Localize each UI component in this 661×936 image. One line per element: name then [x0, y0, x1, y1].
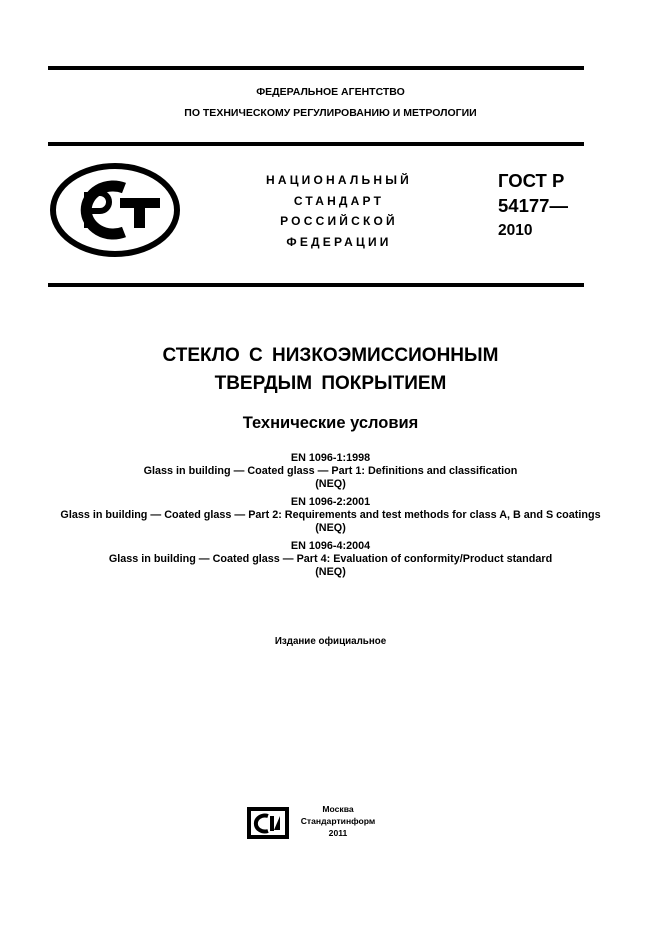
title-line-1: СТЕКЛО С НИЗКОЭМИССИОННЫМ: [162, 345, 499, 366]
gost-r-mark-logo: [50, 162, 180, 263]
national-standard-label: [244, 170, 434, 252]
reference-text: Glass in building — Coated glass — Part 4: Evaluation of conformity/Product standard: [108, 553, 553, 565]
reference-degree: (NEQ): [315, 478, 346, 490]
reference-item: [0, 452, 661, 491]
agency-line-2: ПО ТЕХНИЧЕСКОМУ РЕГУЛИРОВАНИЮ И МЕТРОЛОГИИ: [184, 107, 477, 119]
designation-number: 54177—: [498, 195, 568, 216]
document-subtitle: Технические условия: [242, 414, 419, 432]
reference-text: Glass in building — Coated glass — Part 1: Definitions and classification: [143, 465, 518, 477]
header-rule-top: [48, 142, 584, 146]
title-line-2: ТВЕРДЫМ ПОКРЫТИЕМ: [214, 373, 447, 394]
reference-code: EN 1096-1:1998: [290, 452, 371, 464]
national-standard-line-3: РОССИЙСКОЙ: [280, 214, 398, 228]
reference-code: EN 1096-2:2001: [290, 496, 371, 508]
references-list: [0, 452, 661, 584]
standartinform-logo-icon: [246, 806, 290, 840]
reference-item: [0, 540, 661, 579]
agency-name: [0, 82, 661, 124]
national-standard-line-1: НАЦИОНАЛЬНЫЙ: [265, 173, 413, 187]
designation-year: 2010: [498, 222, 533, 239]
top-rule: [48, 66, 584, 70]
standard-designation: [498, 168, 568, 243]
national-standard-line-2: СТАНДАРТ: [293, 193, 385, 208]
document-title: [0, 342, 661, 398]
reference-text: Glass in building — Coated glass — Part 2: Requirements and test methods for class A, B and S coatings: [60, 509, 601, 521]
header-rule-bottom: [48, 283, 584, 287]
publisher-name: Стандартинформ: [300, 816, 376, 826]
edition-note: Издание официальное: [274, 636, 387, 647]
reference-item: [0, 496, 661, 535]
reference-degree: (NEQ): [315, 566, 346, 578]
publisher-city: Москва: [322, 804, 354, 814]
publisher-logo: [246, 806, 290, 845]
gost-r-mark-icon: [50, 162, 180, 258]
reference-degree: (NEQ): [315, 522, 346, 534]
designation-prefix: ГОСТ Р: [498, 170, 565, 191]
reference-code: EN 1096-4:2004: [290, 540, 371, 552]
national-standard-line-4: ФЕДЕРАЦИИ: [286, 234, 392, 249]
publisher-info: [298, 803, 378, 839]
agency-line-1: ФЕДЕРАЛЬНОЕ АГЕНТСТВО: [256, 86, 405, 98]
publisher-year: 2011: [328, 828, 348, 838]
